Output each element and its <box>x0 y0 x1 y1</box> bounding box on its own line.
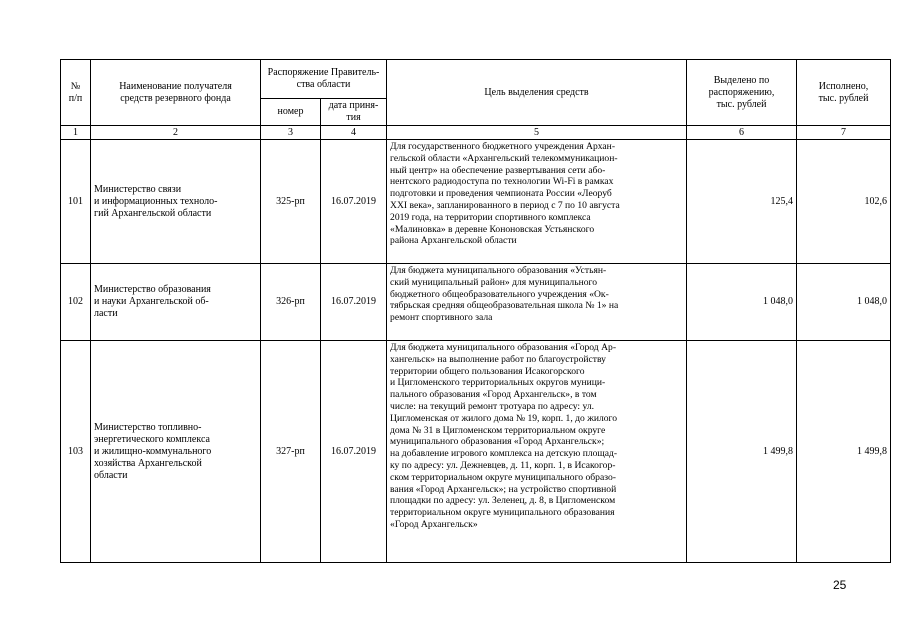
row-allocated: 125,4 <box>687 140 797 264</box>
header-purpose: Цель выделения средств <box>387 60 687 126</box>
page-number: 25 <box>833 578 847 592</box>
reserve-fund-table <box>60 59 891 563</box>
row-recipient: Министерство образования и науки Архангельской об- ласти <box>91 264 261 341</box>
row-purpose <box>387 140 687 264</box>
column-number: 4 <box>321 126 387 140</box>
column-number: 5 <box>387 126 687 140</box>
header-recipient: Наименование получателя средств резервного фонда <box>91 60 261 126</box>
header-allocated: Выделено по распоряжению, тыс. рублей <box>687 60 797 126</box>
header-order-date: дата приня- тия <box>321 99 387 126</box>
row-executed: 1 048,0 <box>797 264 891 341</box>
row-purpose-text: Для бюджета муниципального образования «Город Ар- хангельск» на выполнение работ по благоустройству территории общего пользования Исакогорского и Цигломенского территориальных округов муници- пального образования «Город Архангельск», в том числе: на текущий ремонт тротуара по адресу: ул. Цигломенская от жилого дома № 19, корп. 1, до жилого дома № 31 в Цигломенском территориальном округе муниципального образования «Город Архангельск»; на добавление игрового комплекса на детскую площад- ку по адресу: ул. Дежневцев, д. 11, корп. 1, в Исакогор- ском территориальном округе муниципального образо- вания «Город Архангельск»; на устройство спортивной площадки по адресу: ул. Зеленец, д. 8, в Цигломенском территориальном округе муниципального образования «Город Архангельск» <box>390 342 618 530</box>
row-purpose <box>387 264 687 341</box>
row-num: 102 <box>61 264 91 341</box>
table-row <box>61 140 891 264</box>
row-order-date: 16.07.2019 <box>321 264 387 341</box>
table-row <box>61 264 891 341</box>
row-order-date: 16.07.2019 <box>321 341 387 563</box>
header-executed: Исполнено, тыс. рублей <box>797 60 891 126</box>
row-allocated: 1 048,0 <box>687 264 797 341</box>
row-order-number: 326-рп <box>261 264 321 341</box>
row-order-date: 16.07.2019 <box>321 140 387 264</box>
column-number: 2 <box>91 126 261 140</box>
row-recipient: Министерство связи и информационных техноло- гий Архангельской области <box>91 140 261 264</box>
row-num: 103 <box>61 341 91 563</box>
column-number: 3 <box>261 126 321 140</box>
column-number: 7 <box>797 126 891 140</box>
row-order-number: 327-рп <box>261 341 321 563</box>
row-executed: 1 499,8 <box>797 341 891 563</box>
header-order-number: номер <box>261 99 321 126</box>
row-recipient: Министерство топливно- энергетического комплекса и жилищно-коммунального хозяйства Архангельской области <box>91 341 261 563</box>
row-purpose <box>387 341 687 563</box>
column-number-row <box>61 126 891 140</box>
header-num: № п/п <box>61 60 91 126</box>
row-purpose-text: Для бюджета муниципального образования «Устьян- ский муниципальный район» для муниципального бюджетного общеобразовательного учреждения «Ок- тябрьская средняя общеобразовательная школа № 1» на ремонт спортивного зала <box>390 265 619 324</box>
row-allocated: 1 499,8 <box>687 341 797 563</box>
header-order-group: Распоряжение Правитель- ства области <box>261 60 387 99</box>
row-executed: 102,6 <box>797 140 891 264</box>
table-row <box>61 341 891 563</box>
row-purpose-text: Для государственного бюджетного учреждения Архан- гельской области «Архангельский телекоммуникацион- ный центр» на обеспечение развертывания сети або- нентского радиодоступа по технологии Wi-Fi в рамках подготовки и проведения чемпионата России «Леоруб XXI века», запланированного в период с 7 по 10 августа 2019 года, на территории спортивного комплекса «Малиновка» в деревне Кононовская Устьянского района Архангельской области <box>390 141 620 247</box>
row-num: 101 <box>61 140 91 264</box>
column-number: 6 <box>687 126 797 140</box>
row-order-number: 325-рп <box>261 140 321 264</box>
column-number: 1 <box>61 126 91 140</box>
